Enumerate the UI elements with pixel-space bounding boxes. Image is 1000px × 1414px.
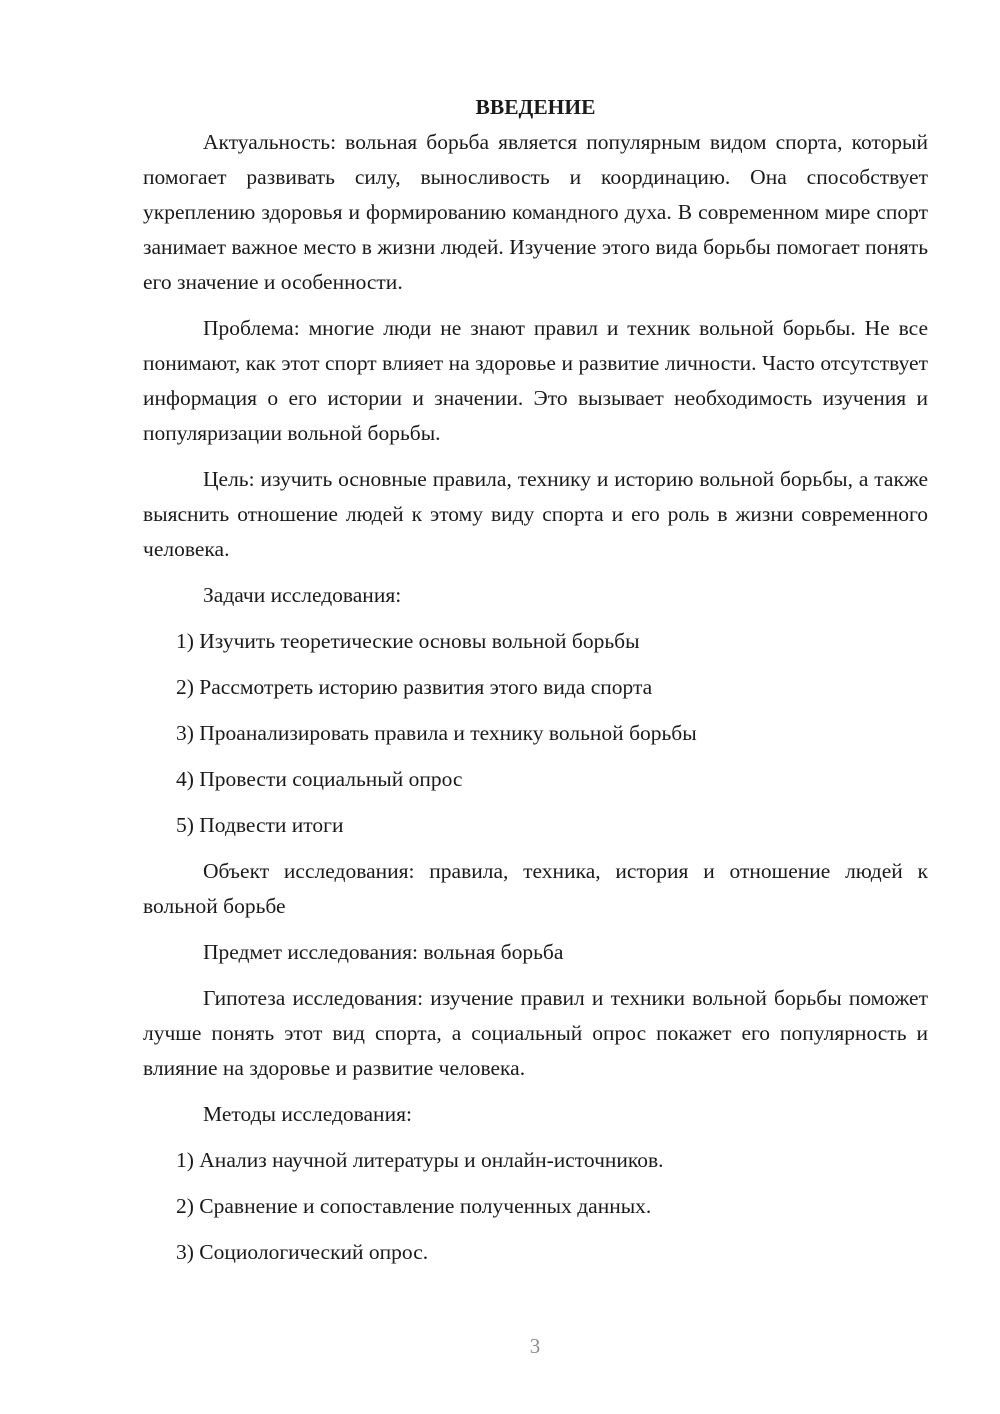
problem-paragraph: Проблема: многие люди не знают правил и техник вольной борьбы. Не все понимают, как этот спорт влияет на здоровье и развитие личности. Часто отсутствует информация о его истории и значении. Это вызывает необходимость изучения и популяризации вольной борьбы. [143, 316, 928, 445]
task-item: 1) Изучить теоретические основы вольной борьбы [176, 629, 640, 653]
page-title: ВВЕДЕНИЕ [475, 95, 596, 119]
object-paragraph: Объект исследования: правила, техника, история и отношение людей к вольной борьбе [143, 859, 928, 918]
subject-paragraph: Предмет исследования: вольная борьба [203, 940, 564, 964]
hypothesis-paragraph: Гипотеза исследования: изучение правил и техники вольной борьбы поможет лучше понять этот вид спорта, а социальный опрос покажет его популярность и влияние на здоровье и развитие человека. [143, 986, 928, 1080]
task-item: 4) Провести социальный опрос [176, 767, 463, 791]
actuality-paragraph: Актуальность: вольная борьба является популярным видом спорта, который помогает развивать силу, выносливость и координацию. Она способствует укреплению здоровья и формированию командного духа. В современном мире спорт занимает важное место в жизни людей. Изучение этого вида борьбы помогает понять его значение и особенности. [143, 130, 928, 294]
page-content [143, 90, 928, 1270]
page-number: 3 [529, 1334, 541, 1358]
method-item: 3) Социологический опрос. [176, 1240, 429, 1264]
task-item: 2) Рассмотреть историю развития этого вида спорта [176, 675, 653, 699]
goal-paragraph: Цель: изучить основные правила, технику и историю вольной борьбы, а также выяснить отношение людей к этому виду спорта и его роль в жизни современного человека. [143, 467, 928, 561]
task-item: 3) Проанализировать правила и технику вольной борьбы [176, 721, 697, 745]
task-item: 5) Подвести итоги [176, 813, 344, 837]
tasks-heading: Задачи исследования: [203, 583, 402, 607]
method-item: 1) Анализ научной литературы и онлайн-источников. [176, 1148, 664, 1172]
methods-heading: Методы исследования: [203, 1102, 412, 1126]
method-item: 2) Сравнение и сопоставление полученных данных. [176, 1194, 652, 1218]
